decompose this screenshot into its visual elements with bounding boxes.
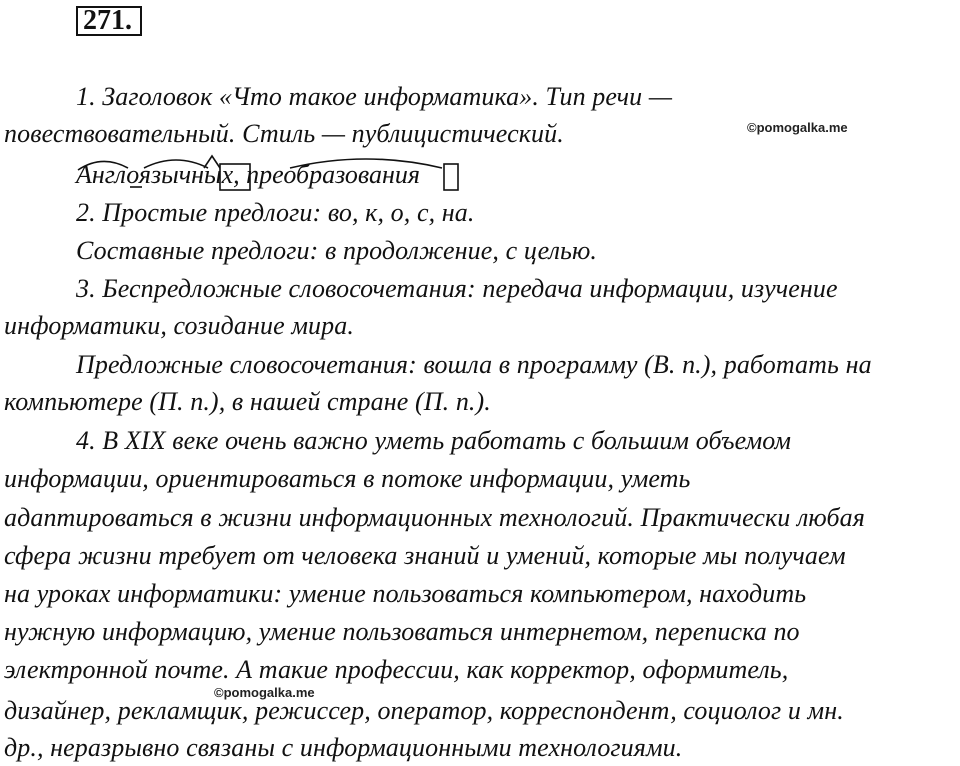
watermark: ©pomogalka.me: [747, 120, 848, 135]
ending-box: [220, 164, 250, 190]
text-line: 1. Заголовок «Что такое информатика». Тип речи —: [76, 82, 673, 111]
text-line: 2. Простые предлоги: во, к, о, с, на.: [76, 198, 475, 227]
text-line: информатики, созидание мира.: [4, 311, 354, 340]
text-line: Составные предлоги: в продолжение, с целью.: [76, 236, 597, 265]
text-line: электронной почте. А такие профессии, как корректор, оформитель,: [4, 655, 789, 684]
ending-box: [444, 164, 458, 190]
text-line: Предложные словосочетания: вошла в программу (В. п.), работать на: [76, 350, 872, 379]
text-line: 4. В XIX веке очень важно уметь работать с большим объемом: [76, 426, 792, 455]
text-line: информации, ориентироваться в потоке информации, уметь: [4, 464, 691, 493]
root-arc: [78, 161, 128, 170]
text-line: адаптироваться в жизни информационных технологий. Практически любая: [4, 503, 865, 532]
watermark: ©pomogalka.me: [214, 685, 315, 700]
text-line: повествовательный. Стиль — публицистический.: [4, 119, 564, 148]
root-arc: [144, 160, 208, 168]
root-arc: [290, 159, 442, 168]
text-line: на уроках информатики: умение пользоваться компьютером, находить: [4, 579, 807, 608]
morphemic-analysis: [76, 152, 466, 192]
suffix-mark: [204, 156, 220, 168]
morphemic-words: Англоязычных, преобразования: [76, 160, 421, 189]
text-line: др., неразрывно связаны с информационными технологиями.: [4, 733, 683, 762]
text-line: дизайнер, рекламщик, режиссер, оператор, корреспондент, социолог и мн.: [4, 696, 844, 725]
text-line: 3. Беспредложные словосочетания: передача информации, изучение: [76, 274, 838, 303]
exercise-number: 271.: [76, 6, 142, 36]
text-line: сфера жизни требует от человека знаний и умений, которые мы получаем: [4, 541, 846, 570]
text-line: нужную информацию, умение пользоваться интернетом, переписка по: [4, 617, 800, 646]
morpheme-marks: [76, 152, 466, 192]
text-line: компьютере (П. п.), в нашей стране (П. п.).: [4, 387, 491, 416]
